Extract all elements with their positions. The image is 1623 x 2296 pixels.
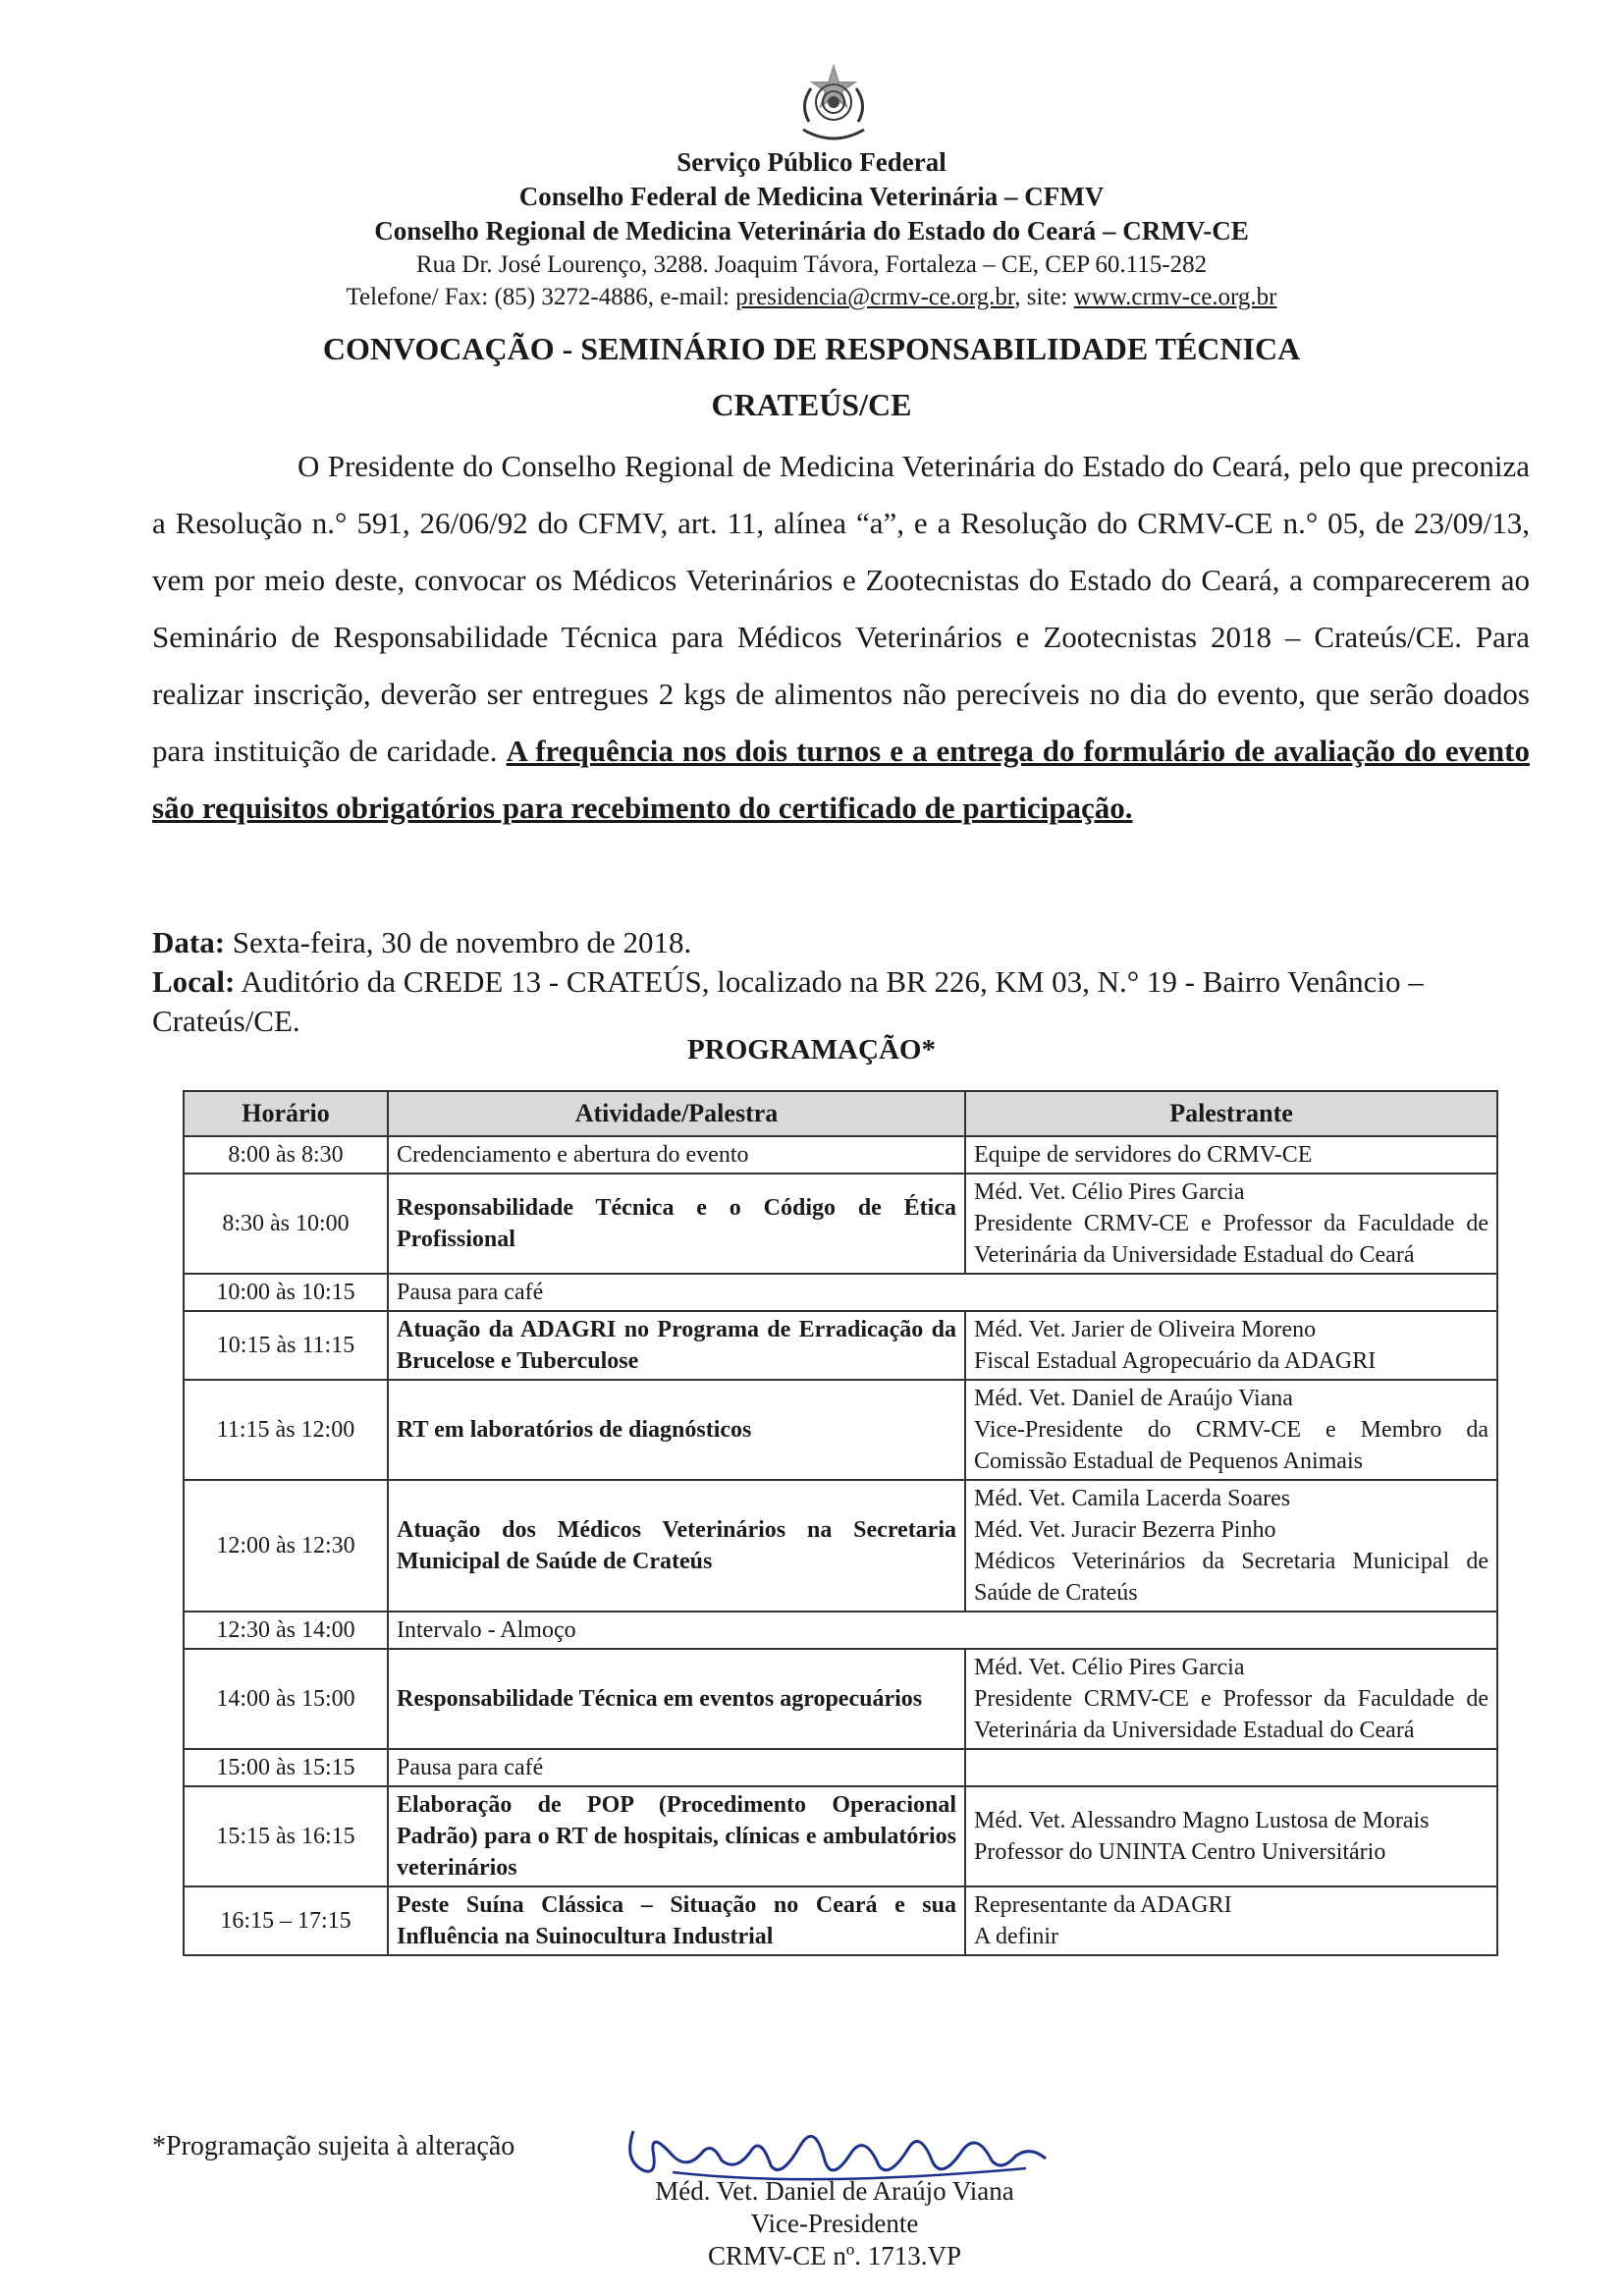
row-activity: Intervalo - Almoço: [388, 1612, 1497, 1649]
row-speaker: [965, 1174, 1497, 1274]
site-link[interactable]: www.crmv-ce.org.br: [1073, 284, 1277, 310]
signer-role: Vice-Presidente: [750, 2209, 919, 2238]
row-speaker: [965, 1480, 1497, 1612]
schedule-table: [183, 1090, 1498, 1956]
row-activity: Responsabilidade Técnica e o Código de Ética Profissional: [388, 1174, 965, 1274]
site-prefix: , site:: [1014, 284, 1074, 310]
speaker-line: Vice-Presidente do CRMV-CE e Membro da Comissão Estadual de Pequenos Animais: [974, 1417, 1488, 1474]
event-info: [152, 923, 1530, 1041]
table-row: [184, 1886, 1497, 1955]
row-activity: Atuação da ADAGRI no Programa de Erradicação da Brucelose e Tuberculose: [388, 1311, 965, 1380]
signer-registration: CRMV-CE nº. 1713.VP: [708, 2241, 961, 2270]
header-line-2: Conselho Federal de Medicina Veterinária – CFMV: [518, 182, 1105, 211]
event-date: [152, 923, 1530, 962]
speaker-line: Méd. Vet. Célio Pires Garcia: [974, 1655, 1245, 1680]
row-speaker: [965, 1886, 1497, 1955]
header-address: Rua Dr. José Lourenço, 3288. Joaquim Távora, Fortaleza – CE, CEP 60.115-282: [415, 251, 1208, 278]
table-row: [184, 1480, 1497, 1612]
table-row: [184, 1174, 1497, 1274]
row-activity: Pausa para café: [388, 1274, 1497, 1311]
signer-name: Méd. Vet. Daniel de Araújo Viana: [655, 2176, 1014, 2206]
row-speaker: [965, 1136, 1497, 1174]
table-row: [184, 1749, 1497, 1786]
program-title: PROGRAMAÇÃO*: [687, 1034, 936, 1066]
speaker-line: Méd. Vet. Camila Lacerda Soares: [974, 1486, 1291, 1511]
table-row: [184, 1649, 1497, 1749]
table-row: [184, 1274, 1497, 1311]
email-link[interactable]: presidencia@crmv-ce.org.br: [735, 284, 1015, 310]
table-row: [184, 1136, 1497, 1174]
header-line-1: Serviço Público Federal: [676, 147, 947, 177]
row-activity: Pausa para café: [388, 1749, 965, 1786]
header-activity: Atividade/Palestra: [388, 1091, 965, 1136]
row-activity: Atuação dos Médicos Veterinários na Secretaria Municipal de Saúde de Crateús: [388, 1480, 965, 1612]
table-row: [184, 1786, 1497, 1886]
row-time: 10:00 às 10:15: [184, 1274, 388, 1311]
speaker-line: A definir: [974, 1924, 1058, 1949]
row-speaker: [965, 1311, 1497, 1380]
document-title: CONVOCAÇÃO - SEMINÁRIO DE RESPONSABILIDADE TÉCNICA: [322, 331, 1301, 366]
speaker-line: Méd. Vet. Alessandro Magno Lustosa de Morais: [974, 1808, 1430, 1833]
row-activity: Responsabilidade Técnica em eventos agropecuários: [388, 1649, 965, 1749]
paragraph-text: O Presidente do Conselho Regional de Medicina Veterinária do Estado do Ceará, pelo que preconiza a Resolução n.° 591, 26/06/92 do CFMV, art. 11, alínea “a”, e a Resolução do CRMV-CE n.° 05, de 23/09/13, vem por meio deste, convocar os Médicos Veterinários e Zootecnistas do Estado do Ceará, a comparecerem ao Seminário de Responsabilidade Técnica para Médicos Veterinários e Zootecnistas 2018 – Crateús/CE. Para realizar inscrição, deverão ser entregues 2 kgs de alimentos não perecíveis no dia do evento, que serão doados para instituição de caridade.: [152, 449, 1530, 768]
row-time: 12:30 às 14:00: [184, 1612, 388, 1649]
convocation-paragraph: [152, 438, 1530, 837]
header-speaker: Palestrante: [965, 1091, 1497, 1136]
table-row: [184, 1380, 1497, 1480]
row-time: 15:15 às 16:15: [184, 1786, 388, 1886]
speaker-line: Méd. Vet. Célio Pires Garcia: [974, 1179, 1245, 1205]
speaker-line: Representante da ADAGRI: [974, 1892, 1232, 1918]
header-line-3: Conselho Regional de Medicina Veterinária do Estado do Ceará – CRMV-CE: [374, 216, 1249, 246]
speaker-line: Professor do UNINTA Centro Universitário: [974, 1839, 1386, 1865]
row-time: 8:00 às 8:30: [184, 1136, 388, 1174]
row-speaker: [965, 1749, 1497, 1786]
row-time: 10:15 às 11:15: [184, 1311, 388, 1380]
letterhead: [0, 145, 1623, 313]
speaker-line: Méd. Vet. Daniel de Araújo Viana: [974, 1386, 1293, 1411]
row-time: 12:00 às 12:30: [184, 1480, 388, 1612]
program-footnote: *Programação sujeita à alteração: [152, 2131, 515, 2161]
speaker-line: Médicos Veterinários da Secretaria Municipal de Saúde de Crateús: [974, 1549, 1488, 1606]
coat-of-arms-icon: [789, 61, 878, 149]
row-activity: Elaboração de POP (Procedimento Operacional Padrão) para o RT de hospitais, clínicas e ambulatórios veterinários: [388, 1786, 965, 1886]
row-speaker: [965, 1649, 1497, 1749]
table-row: [184, 1311, 1497, 1380]
event-local: [152, 962, 1530, 1041]
speaker-line: Méd. Vet. Juracir Bezerra Pinho: [974, 1517, 1276, 1543]
table-header-row: [184, 1091, 1497, 1136]
signature-block: [628, 2175, 1041, 2272]
speaker-line: Méd. Vet. Jarier de Oliveira Moreno: [974, 1317, 1317, 1342]
document-subtitle: CRATEÚS/CE: [711, 387, 912, 422]
requirements-emphasis: A frequência nos dois turnos e a entrega do formulário de avaliação do evento são requisitos obrigatórios para recebimento do certificado de participação.: [152, 734, 1530, 825]
row-activity: Peste Suína Clássica – Situação no Ceará e sua Influência na Suinocultura Industrial: [388, 1886, 965, 1955]
row-time: 15:00 às 15:15: [184, 1749, 388, 1786]
row-time: 16:15 – 17:15: [184, 1886, 388, 1955]
row-speaker: [965, 1786, 1497, 1886]
date-label: Data:: [152, 925, 226, 959]
row-activity: RT em laboratórios de diagnósticos: [388, 1380, 965, 1480]
speaker-line: Presidente CRMV-CE e Professor da Faculdade de Veterinária da Universidade Estadual do Ceará: [974, 1211, 1488, 1268]
row-time: 8:30 às 10:00: [184, 1174, 388, 1274]
row-time: 11:15 às 12:00: [184, 1380, 388, 1480]
schedule-body: [184, 1136, 1497, 1955]
speaker-line: Presidente CRMV-CE e Professor da Faculdade de Veterinária da Universidade Estadual do Ceará: [974, 1686, 1488, 1743]
row-time: 14:00 às 15:00: [184, 1649, 388, 1749]
row-activity: Credenciamento e abertura do evento: [388, 1136, 965, 1174]
speaker-line: Fiscal Estadual Agropecuário da ADAGRI: [974, 1348, 1377, 1374]
date-value: Sexta-feira, 30 de novembro de 2018.: [225, 925, 692, 959]
row-speaker: [965, 1380, 1497, 1480]
header-time: Horário: [184, 1091, 388, 1136]
header-contact: [0, 281, 1623, 313]
table-row: [184, 1612, 1497, 1649]
contact-prefix: Telefone/ Fax: (85) 3272-4886, e-mail:: [346, 284, 736, 310]
local-label: Local:: [152, 964, 236, 999]
local-value: Auditório da CREDE 13 - CRATEÚS, localizado na BR 226, KM 03, N.° 19 - Bairro Venâncio – Crateús/CE.: [152, 964, 1424, 1038]
speaker-line: Equipe de servidores do CRMV-CE: [974, 1142, 1313, 1168]
